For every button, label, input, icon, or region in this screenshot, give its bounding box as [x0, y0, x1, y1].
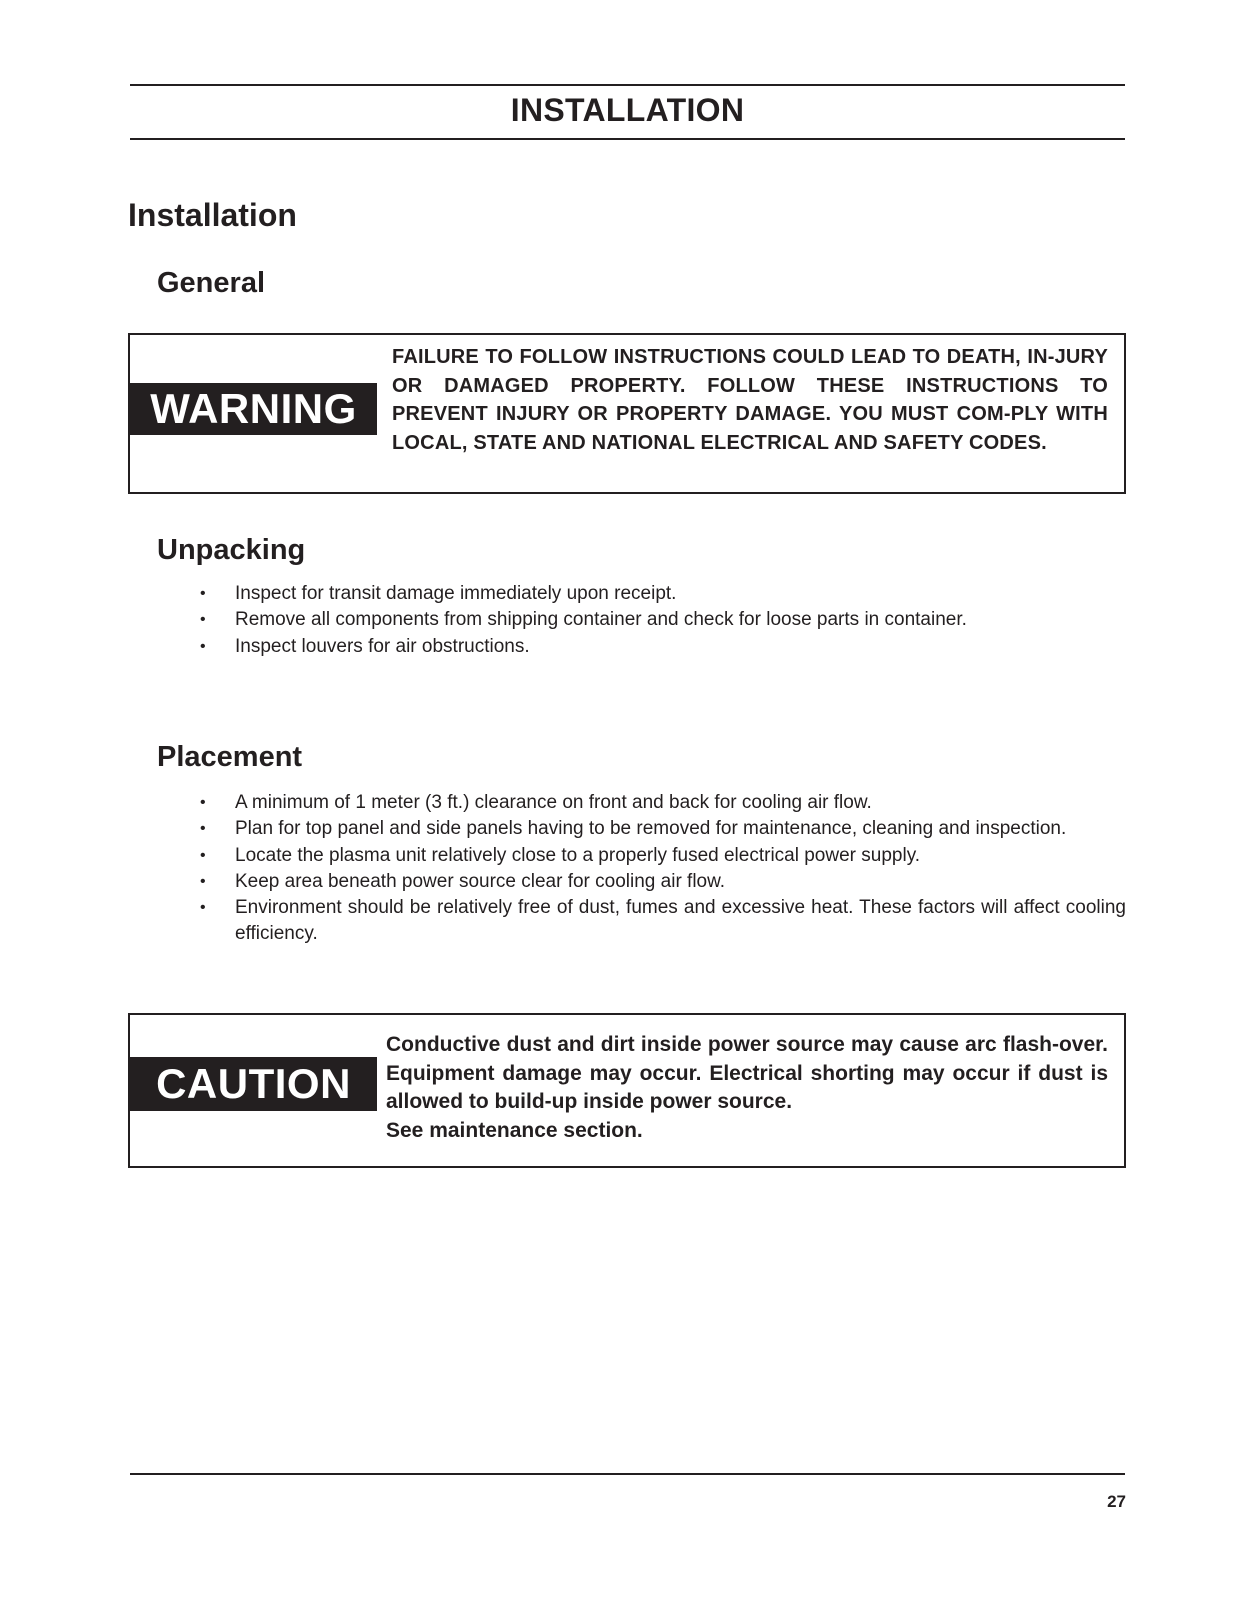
- list-item-text: Locate the plasma unit relatively close to a properly fused electrical power supply.: [235, 844, 921, 866]
- list-item-text: Inspect for transit damage immediately upon receipt.: [235, 583, 677, 604]
- caution-text-block: [386, 1031, 1108, 1145]
- list-item-text: Plan for top panel and side panels having to be removed for maintenance, cleaning and inspection.: [235, 818, 1067, 840]
- bullet-icon: •: [200, 820, 206, 838]
- section-header-title: INSTALLATION: [510, 92, 745, 128]
- bullet-icon: •: [200, 637, 206, 655]
- caution-text: Conductive dust and dirt inside power source may cause arc flash-over. Equipment damage may occur. Electrical shorting may occur if dust is allowed to build-up inside power source.: [386, 1033, 1108, 1113]
- bullet-icon: •: [200, 611, 206, 629]
- list-item-text: Keep area beneath power source clear for cooling air flow.: [235, 870, 726, 892]
- header-bottom-rule: [130, 138, 1125, 140]
- list-item: [200, 843, 1126, 869]
- unpacking-heading: Unpacking: [157, 534, 306, 566]
- page-heading: Installation: [128, 197, 297, 233]
- list-item: [200, 581, 1126, 607]
- caution-label: CAUTION: [130, 1057, 377, 1111]
- header-top-rule: [130, 84, 1125, 86]
- list-item: [200, 634, 1126, 660]
- list-item: [200, 790, 1126, 816]
- bullet-icon: •: [200, 899, 206, 917]
- bullet-icon: •: [200, 846, 206, 864]
- bullet-icon: •: [200, 872, 206, 890]
- list-item: [200, 895, 1126, 948]
- caution-notice: [128, 1013, 1126, 1168]
- list-item: [200, 869, 1126, 895]
- warning-notice: [128, 333, 1126, 494]
- list-item-text: Inspect louvers for air obstructions.: [235, 635, 530, 657]
- page-number: 27: [1107, 1492, 1126, 1511]
- bullet-icon: •: [200, 794, 206, 811]
- general-heading: General: [157, 267, 265, 299]
- footer-rule: [130, 1473, 1125, 1475]
- warning-text: FAILURE TO FOLLOW INSTRUCTIONS COULD LEAD TO DEATH, IN-JURY OR DAMAGED PROPERTY. FOLLOW THESE INSTRUCTIONS TO PREVENT INJURY OR PROPERTY DAMAGE. YOU MUST COM-PLY WITH LOCAL, STATE AND NATIONAL ELECTRICAL AND SAFETY CODES.: [392, 346, 1108, 454]
- placement-heading: Placement: [157, 741, 303, 773]
- warning-label: WARNING: [130, 383, 377, 435]
- list-item: [200, 607, 1126, 633]
- caution-note: See maintenance section.: [386, 1118, 643, 1142]
- list-item-text: Remove all components from shipping container and check for loose parts in container.: [235, 609, 967, 631]
- unpacking-list: [200, 581, 1126, 660]
- list-item: [200, 816, 1126, 842]
- list-item-text: A minimum of 1 meter (3 ft.) clearance on front and back for cooling air flow.: [235, 792, 872, 813]
- list-item-text: Environment should be relatively free of dust, fumes and excessive heat. These factors will affect cooling efficiency.: [235, 897, 1126, 945]
- bullet-icon: •: [200, 585, 206, 602]
- placement-list: [200, 790, 1126, 948]
